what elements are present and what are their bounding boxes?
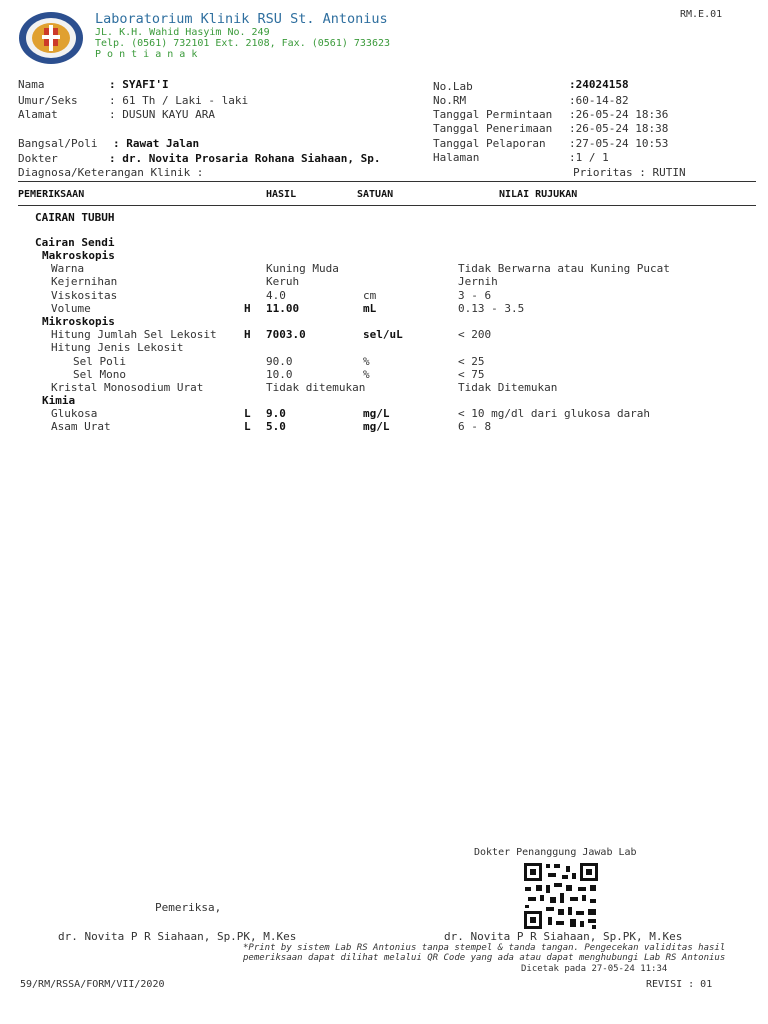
test-name: Warna — [51, 262, 85, 275]
umur-label: Umur/Seks — [18, 94, 78, 107]
reference-range: < 10 mg/dl dari glukosa darah — [458, 407, 651, 420]
result-value: 9.0 — [266, 407, 286, 420]
result-value: 90.0 — [266, 355, 293, 368]
result-value: Kuning Muda — [266, 262, 339, 275]
lab-city: P o n t i a n a k — [95, 49, 198, 60]
nama-label: Nama — [18, 78, 45, 91]
halaman-label: Halaman — [433, 151, 480, 164]
test-name: Sel Poli — [73, 355, 126, 368]
form-number: 59/RM/RSSA/FORM/VII/2020 — [20, 979, 165, 990]
penerimaan-value: :26-05-24 18:38 — [569, 122, 669, 135]
pemeriksa-label: Pemeriksa, — [155, 901, 222, 914]
norm-value: :60-14-82 — [569, 94, 629, 107]
prioritas: Prioritas : RUTIN — [573, 166, 686, 179]
nama-value: : SYAFI'I — [109, 78, 169, 91]
dokter-pj-label: Dokter Penanggung Jawab Lab — [474, 847, 637, 858]
result-unit: cm — [363, 289, 377, 302]
result-value: 4.0 — [266, 289, 286, 302]
test-name: Hitung Jumlah Sel Lekosit — [51, 328, 217, 341]
umur-value: : 61 Th / Laki - laki — [109, 94, 249, 107]
test-name: Glukosa — [51, 407, 98, 420]
lab-name: Laboratorium Klinik RSU St. Antonius — [95, 11, 388, 27]
test-name: Mikroskopis — [42, 315, 115, 328]
pemeriksa-name: dr. Novita P R Siahaan, Sp.PK, M.Kes — [58, 930, 297, 943]
result-value: 5.0 — [266, 420, 286, 433]
permintaan-value: :26-05-24 18:36 — [569, 108, 669, 121]
result-unit: mg/L — [363, 407, 390, 420]
col-hasil: HASIL — [266, 189, 297, 200]
bangsal-value: : Rawat Jalan — [113, 137, 200, 150]
result-flag: L — [244, 407, 251, 420]
col-satuan: SATUAN — [357, 189, 394, 200]
reference-range: < 25 — [458, 355, 485, 368]
validity-note-2: pemeriksaan dapat dilihat melalui QR Code yang ada atau dapat menghubungi Lab RS Antonius — [243, 953, 726, 963]
test-name: Kejernihan — [51, 275, 118, 288]
reference-range: < 200 — [458, 328, 492, 341]
result-unit: sel/uL — [363, 328, 403, 341]
alamat-label: Alamat — [18, 108, 58, 121]
test-name: Sel Mono — [73, 368, 126, 381]
table-top-rule — [18, 181, 756, 182]
result-unit: % — [363, 368, 370, 381]
result-value: 11.00 — [266, 302, 300, 315]
test-name: Kristal Monosodium Urat — [51, 381, 204, 394]
result-value: 10.0 — [266, 368, 293, 381]
result-value: 7003.0 — [266, 328, 306, 341]
result-unit: mL — [363, 302, 377, 315]
reference-range: < 75 — [458, 368, 485, 381]
result-unit: mg/L — [363, 420, 390, 433]
col-pemeriksaan: PEMERIKSAAN — [18, 189, 85, 200]
hospital-seal-icon — [18, 11, 84, 65]
revisi: REVISI : 01 — [646, 979, 713, 990]
result-flag: L — [244, 420, 251, 433]
qr-code-icon — [522, 861, 600, 931]
dokter-label: Dokter — [18, 152, 58, 165]
test-name: Asam Urat — [51, 420, 111, 433]
validity-note-1: *Print by sistem Lab RS Antonius tanpa stempel & tanda tangan. Pengecekan validitas hasil — [243, 943, 726, 953]
reference-range: 0.13 - 3.5 — [458, 302, 525, 315]
reference-range: Jernih — [458, 275, 498, 288]
permintaan-label: Tanggal Permintaan — [433, 108, 553, 121]
col-nilai: NILAI RUJUKAN — [499, 189, 578, 200]
result-value: Keruh — [266, 275, 300, 288]
norm-label: No.RM — [433, 94, 467, 107]
reference-range: Tidak Berwarna atau Kuning Pucat — [458, 262, 670, 275]
result-value: Tidak ditemukan — [266, 381, 366, 394]
reference-range: 3 - 6 — [458, 289, 492, 302]
test-name: Viskositas — [51, 289, 118, 302]
pelaporan-label: Tanggal Pelaporan — [433, 137, 546, 150]
diagnosa-label: Diagnosa/Keterangan Klinik : — [18, 166, 204, 179]
result-flag: H — [244, 302, 251, 315]
test-name: Makroskopis — [42, 249, 115, 262]
pelaporan-value: :27-05-24 10:53 — [569, 137, 669, 150]
bangsal-label: Bangsal/Poli — [18, 137, 98, 150]
test-name: Cairan Sendi — [35, 236, 115, 249]
reference-range: Tidak Ditemukan — [458, 381, 558, 394]
penerimaan-label: Tanggal Penerimaan — [433, 122, 553, 135]
lab-address: JL. K.H. Wahid Hasyim No. 249 — [95, 27, 270, 38]
form-code: RM.E.01 — [680, 9, 723, 20]
test-name: Hitung Jenis Lekosit — [51, 341, 184, 354]
nolab-label: No.Lab — [433, 80, 473, 93]
lab-phone: Telp. (0561) 732101 Ext. 2108, Fax. (0561) 733623 — [95, 38, 391, 49]
result-flag: H — [244, 328, 251, 341]
reference-range: 6 - 8 — [458, 420, 492, 433]
table-header-rule — [18, 205, 756, 206]
dokter-pj-name: dr. Novita P R Siahaan, Sp.PK, M.Kes — [444, 930, 683, 943]
dokter-value: : dr. Novita Prosaria Rohana Siahaan, Sp. — [109, 152, 381, 165]
nolab-value: :24024158 — [569, 78, 629, 91]
test-name: CAIRAN TUBUH — [35, 211, 115, 224]
printed-timestamp: Dicetak pada 27-05-24 11:34 — [521, 964, 668, 974]
test-name: Volume — [51, 302, 91, 315]
alamat-value: : DUSUN KAYU ARA — [109, 108, 215, 121]
result-unit: % — [363, 355, 370, 368]
test-name: Kimia — [42, 394, 76, 407]
halaman-value: :1 / 1 — [569, 151, 609, 164]
